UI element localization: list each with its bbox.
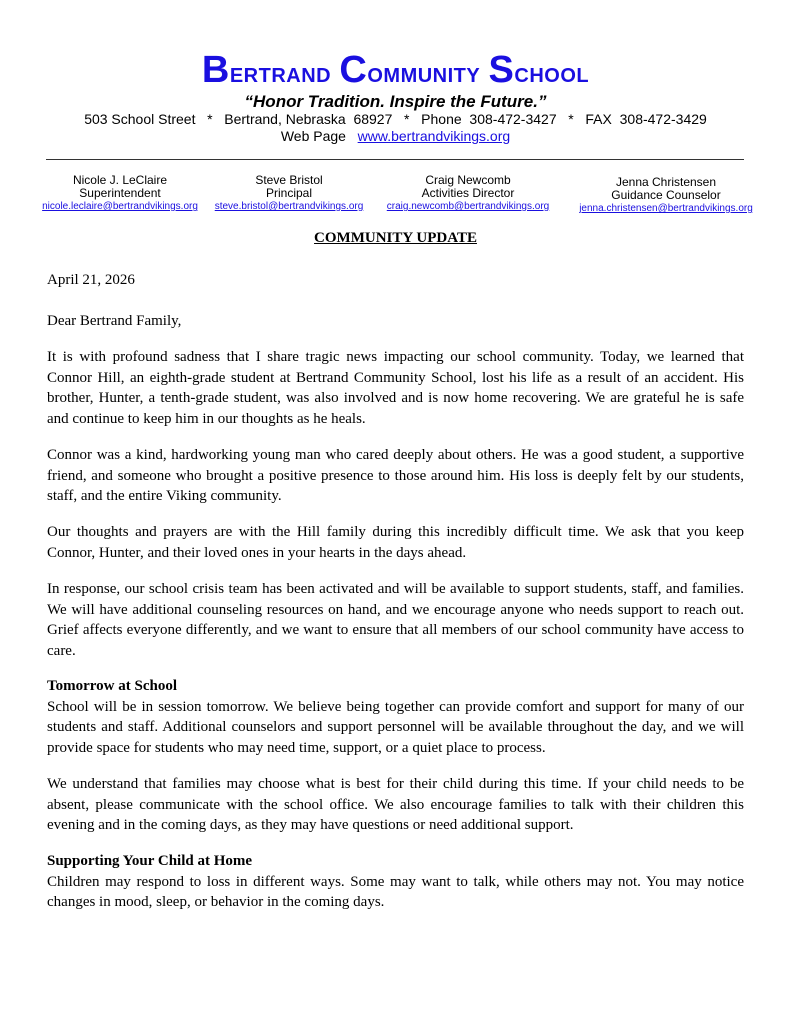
section-supporting-child [47, 851, 744, 913]
section-heading: Tomorrow at School [47, 678, 178, 694]
staff-role: Guidance Counselor [611, 188, 721, 202]
section-heading: Supporting Your Child at Home [47, 853, 253, 869]
salutation: Dear Bertrand Family, [47, 313, 182, 329]
paragraph-1: It is with profound sadness that I share tragic news impacting our school community. Today, we learned that Connor Hill, an eighth-grade student at Bertrand Community School, lost his life as a result of an accident. His brother, Hunter, a tenth-grade student, was also involved and is now home recovering. We are grateful he is safe and continue to keep him in our thoughts as he heals. [47, 349, 744, 427]
paragraph-4: In response, our school crisis team has been activated and will be available to support students, staff, and families. We will have additional counseling resources on hand, and we encourage anyone who needs support to reach out. Grief affects everyone differently, and we want to ensure that all members of our school community have access to care. [47, 581, 744, 659]
staff-role: Principal [265, 186, 313, 200]
school-address: 503 School Street * Bertrand, Nebraska 68927 * Phone 308-472-3427 * FAX 308-472-3429 [84, 111, 707, 127]
section-paragraph: School will be in session tomorrow. We believe being together can provide comfort and support for many of our students and staff. Additional counselors and support personnel will be available throughout the day, and we will provide space for students who may need time, support, or a quiet place to process. [47, 698, 744, 756]
section-tomorrow-at-school [47, 676, 744, 758]
school-name: Bertrand Community School [201, 49, 590, 91]
staff-name: Craig Newcomb [425, 173, 511, 187]
staff-name: Jenna Christensen [615, 175, 717, 189]
staff-role: Superintendent [79, 186, 161, 200]
school-motto: “Honor Tradition. Inspire the Future.” [244, 92, 547, 111]
document-title: COMMUNITY UPDATE [314, 230, 477, 246]
section-paragraph: Children may respond to loss in different ways. Some may want to talk, while others may not. You may notice changes in mood, sleep, or behavior in the coming days. [47, 873, 744, 911]
website-link[interactable]: www.bertrandvikings.org [357, 128, 511, 144]
web-page-label: Web Page [280, 128, 358, 144]
staff-name: Steve Bristol [255, 173, 323, 187]
section-tomorrow-paragraph-2: We understand that families may choose what is best for their child during this time. If your child needs to be absent, please communicate with the school office. We also encourage families to talk with their children this evening and in the coming days, as they may have questions or need additional support. [47, 776, 744, 834]
staff-superintendent [18, 174, 222, 214]
staff-email-link[interactable]: craig.newcomb@bertrandvikings.org [386, 201, 550, 212]
paragraph-3: Our thoughts and prayers are with the Hill family during this incredibly difficult time. We ask that you keep Connor, Hunter, and their loved ones in your hearts in the days ahead. [47, 524, 744, 561]
paragraph-2: Connor was a kind, hardworking young man who cared deeply about others. He was a good student, a supportive friend, and someone who brought a positive presence to those around him. His loss is deeply felt by our students, staff, and the entire Viking community. [47, 447, 744, 505]
staff-role: Activities Director [421, 186, 515, 200]
staff-email-link[interactable]: nicole.leclaire@bertrandvikings.org [42, 201, 198, 212]
staff-guidance-counselor [566, 176, 766, 216]
staff-principal [200, 174, 378, 214]
staff-email-link[interactable]: steve.bristol@bertrandvikings.org [214, 201, 364, 212]
staff-email-link[interactable]: jenna.christensen@bertrandvikings.org [579, 203, 753, 214]
letter-date: April 21, 2026 [47, 272, 135, 288]
staff-activities-director [375, 174, 561, 214]
staff-name: Nicole J. LeClaire [72, 173, 168, 187]
header-divider [46, 159, 744, 160]
web-page-line [0, 128, 791, 145]
